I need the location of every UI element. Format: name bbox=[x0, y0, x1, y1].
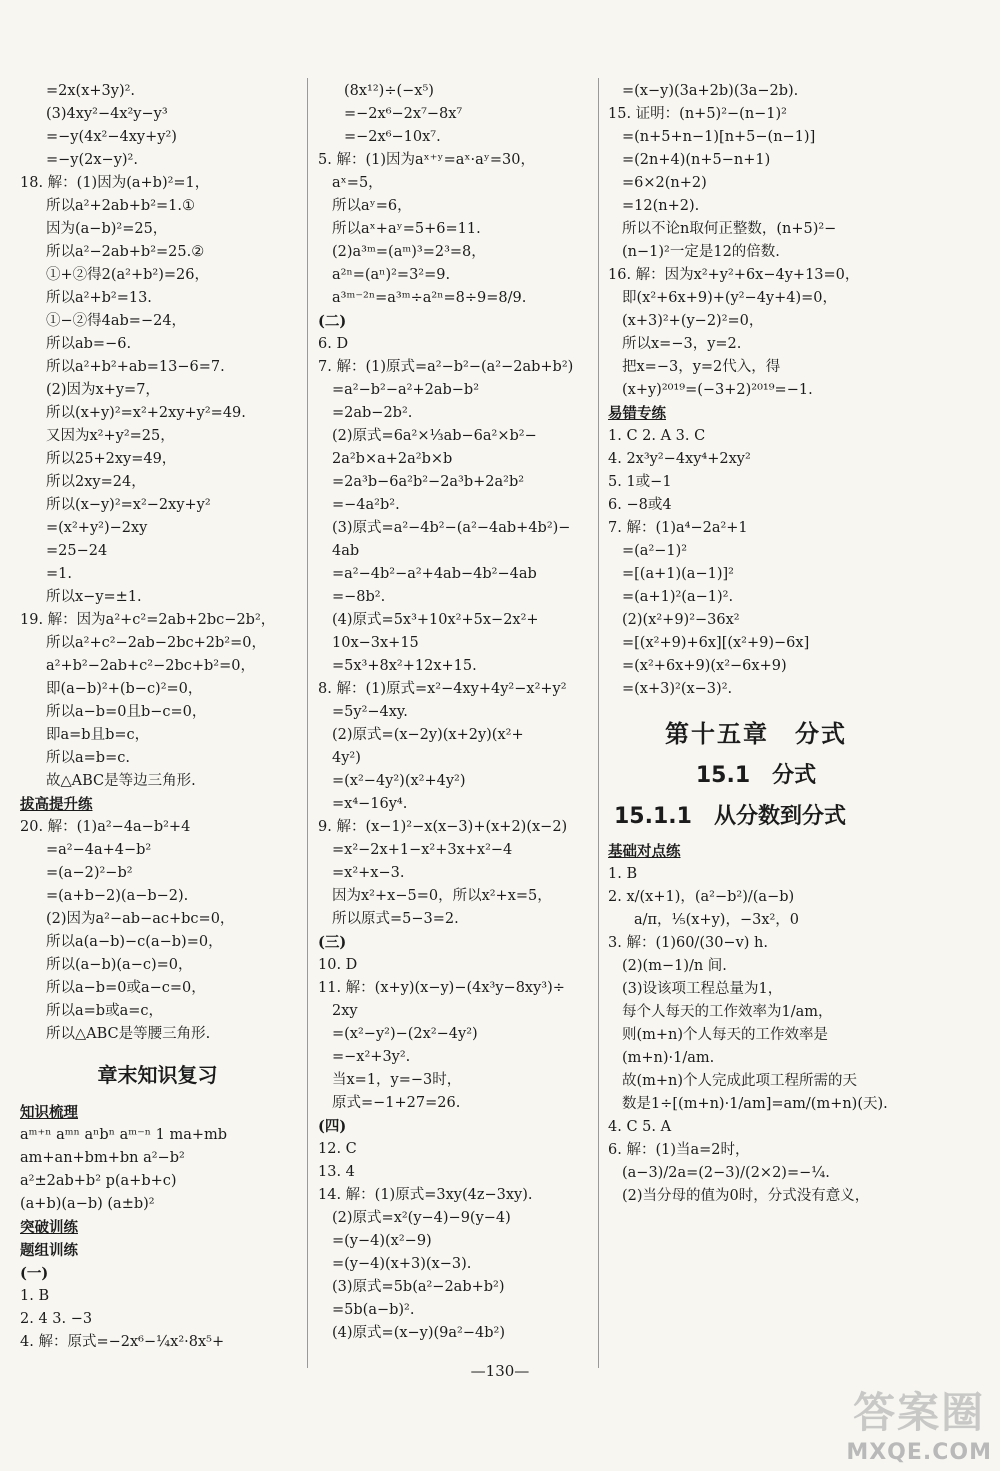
group-label: 题组训练 bbox=[20, 1242, 78, 1259]
answer-line: =5y²−4xy. bbox=[332, 704, 408, 720]
answer-line: 所以x=−3，y=2. bbox=[622, 336, 742, 352]
column-divider-left bbox=[307, 78, 308, 1368]
answer-line: 所以2xy=24， bbox=[46, 474, 146, 490]
answer-line: (2)当分母的值为0时，分式没有意义， bbox=[622, 1188, 870, 1204]
answer-line: =(a+b−2)(a−b−2). bbox=[46, 888, 189, 904]
answer-line: 又因为x²+y²=25， bbox=[46, 428, 175, 444]
answer-line: (2)(x²+9)²−36x² bbox=[622, 612, 740, 628]
answer-line: 16. 解：因为x²+y²+6x−4y+13=0， bbox=[608, 267, 860, 283]
answer-line: (m+n)·1/am. bbox=[622, 1050, 715, 1066]
answer-line: (3)原式=a²−4b²−(a²−4ab+4b²)− bbox=[332, 520, 571, 536]
answer-line: =(a²−1)² bbox=[622, 543, 688, 559]
answer-line: 14. 解：(1)原式=3xy(4z−3xy). bbox=[318, 1187, 533, 1203]
answer-line: 2. 4 3. −3 bbox=[20, 1311, 93, 1327]
answer-line: (2)原式=6a²×⅓ab−6a²×b²− bbox=[332, 428, 537, 444]
section-label: 知识梳理 bbox=[20, 1104, 78, 1121]
answer-line: =(y−4)(x²−9) bbox=[332, 1233, 432, 1249]
answer-line: 即(x²+6x+9)+(y²−4y+4)=0， bbox=[622, 290, 838, 306]
answer-line: a³ᵐ⁻²ⁿ=a³ᵐ÷a²ⁿ=8÷9=8/9. bbox=[332, 290, 527, 306]
answer-line: 所以x−y=±1. bbox=[46, 589, 142, 605]
answer-line: 所以原式=5−3=2. bbox=[332, 911, 459, 927]
answer-line: 5. 解：(1)因为aˣ⁺ʸ=aˣ·aʸ=30， bbox=[318, 152, 535, 168]
answer-line: 所以a²+2ab+b²=1.① bbox=[46, 198, 195, 214]
answer-line: 20. 解：(1)a²−4a−b²+4 bbox=[20, 819, 191, 835]
answer-line: =(a+1)²(a−1)². bbox=[622, 589, 734, 605]
watermark-logo: 答案圈 bbox=[853, 1388, 986, 1437]
group-label: (二) bbox=[318, 313, 347, 330]
answer-line: =−8b². bbox=[332, 589, 386, 605]
answer-line: (3)设该项工程总量为1， bbox=[622, 981, 783, 997]
column-3-top bbox=[608, 80, 904, 701]
answer-line: ①−②得4ab=−24， bbox=[46, 313, 187, 329]
answer-line: =(x²−y²)−(2x²−4y²) bbox=[332, 1026, 478, 1042]
group-label: (四) bbox=[318, 1118, 347, 1135]
answer-line: a²ⁿ=(aⁿ)²=3²=9. bbox=[332, 267, 451, 283]
answer-line: 则(m+n)个人每天的工作效率是 bbox=[622, 1027, 829, 1043]
answer-line: 原式=−1+27=26. bbox=[332, 1095, 461, 1111]
answer-line: =(2n+4)(n+5−n+1) bbox=[622, 152, 771, 168]
review-heading: 章末知识复习 bbox=[97, 1063, 218, 1087]
answer-line: =x²+x−3. bbox=[332, 865, 405, 881]
watermark bbox=[846, 1380, 992, 1465]
chapter-title: 第十五章 分式 bbox=[665, 720, 847, 748]
group-label: (三) bbox=[318, 934, 347, 951]
answer-line: =(y−4)(x+3)(x−3). bbox=[332, 1256, 472, 1272]
answer-line: =6×2(n+2) bbox=[622, 175, 707, 191]
answer-line: 4. 解：原式=−2x⁶−¼x²·8x⁵+ bbox=[20, 1334, 225, 1350]
page-number: —130— bbox=[470, 1362, 530, 1380]
answer-line: a²+b²−2ab+c²−2bc+b²=0， bbox=[46, 658, 255, 674]
answer-line: (8x¹²)÷(−x⁵) bbox=[344, 83, 434, 99]
answer-line: 3. 解：(1)60/(30−v) h. bbox=[608, 935, 768, 951]
answer-line: 所以a=b=c. bbox=[46, 750, 130, 766]
answer-line: 所以(x+y)²=x²+2xy+y²=49. bbox=[46, 405, 246, 421]
answer-line: =a²−4b²−a²+4ab−4b²−4ab bbox=[332, 566, 537, 582]
answer-line: 2xy bbox=[332, 1003, 358, 1019]
answer-line: (2)因为x+y=7， bbox=[46, 382, 160, 398]
answer-line: 把x=−3，y=2代入，得 bbox=[622, 359, 781, 375]
answer-line: 9. 解：(x−1)²−x(x−3)+(x+2)(x−2) bbox=[318, 819, 568, 835]
group-label: (一) bbox=[20, 1265, 49, 1282]
answer-line: (3)4xy²−4x²y−y³ bbox=[46, 106, 168, 122]
answer-line: =−2x⁶−2x⁷−8x⁷ bbox=[344, 106, 463, 122]
answer-line: 6. −8或4 bbox=[608, 497, 672, 513]
answer-line: 每个人每天的工作效率为1/am， bbox=[622, 1004, 833, 1020]
answer-line: 7. 解：(1)a⁴−2a²+1 bbox=[608, 520, 748, 536]
answer-line: 4. C 5. A bbox=[608, 1119, 672, 1135]
answer-line: =(x+3)²(x−3)². bbox=[622, 681, 733, 697]
answer-line: =2x(x+3y)². bbox=[46, 83, 136, 99]
answer-line: 15. 证明：(n+5)²−(n−1)² bbox=[608, 106, 787, 122]
section-label: 基础对点练 bbox=[608, 843, 681, 860]
answer-line: (x+3)²+(y−2)²=0， bbox=[622, 313, 764, 329]
answer-line: 当x=1，y=−3时， bbox=[332, 1072, 462, 1088]
answer-line: 故△ABC是等边三角形. bbox=[46, 773, 196, 789]
answer-line: (2)(m−1)/n 间. bbox=[622, 958, 727, 974]
answer-line: 所以(x−y)²=x²−2xy+y² bbox=[46, 497, 211, 513]
answer-line: 即(a−b)²+(b−c)²=0， bbox=[46, 681, 203, 697]
answer-line: =(x²+y²)−2xy bbox=[46, 520, 148, 536]
answer-line: =−4a²b². bbox=[332, 497, 400, 513]
answer-line: 所以a(a−b)−c(a−b)=0， bbox=[46, 934, 223, 950]
answer-line: (a−3)/2a=(2−3)/(2×2)=−¼. bbox=[622, 1165, 830, 1181]
answer-line: 因为(a−b)²=25， bbox=[46, 221, 168, 237]
answer-line: 4ab bbox=[332, 543, 360, 559]
answer-line: 所以25+2xy=49， bbox=[46, 451, 177, 467]
answer-line: =12(n+2). bbox=[622, 198, 700, 214]
answer-line: =5x³+8x²+12x+15. bbox=[332, 658, 477, 674]
answer-line: am+an+bm+bn a²−b² bbox=[20, 1150, 185, 1166]
answer-line: 6. D bbox=[318, 336, 349, 352]
answer-line: 18. 解：(1)因为(a+b)²=1， bbox=[20, 175, 210, 191]
answer-line: 2. x/(x+1)，(a²−b²)/(a−b) bbox=[608, 889, 795, 905]
answer-line: aˣ=5， bbox=[332, 175, 383, 191]
answer-line: =(n+5+n−1)[n+5−(n−1)] bbox=[622, 129, 816, 145]
answer-line: 11. 解：(x+y)(x−y)−(4x³y−8xy³)÷ bbox=[318, 980, 565, 996]
answer-line: a²±2ab+b² p(a+b+c) bbox=[20, 1173, 177, 1189]
answer-line: 2a²b×a+2a²b×b bbox=[332, 451, 453, 467]
answer-line: 故(m+n)个人完成此项工程所需的天 bbox=[622, 1073, 858, 1089]
answer-line: 所以(a−b)(a−c)=0， bbox=[46, 957, 193, 973]
answer-line: 所以a²+b²+ab=13−6=7. bbox=[46, 359, 225, 375]
answer-line: 所以a²+b²=13. bbox=[46, 290, 152, 306]
answer-line: 所以a−b=0或a−c=0， bbox=[46, 980, 206, 996]
answer-line: =(x²−4y²)(x²+4y²) bbox=[332, 773, 466, 789]
column-1 bbox=[20, 80, 295, 1354]
answer-line: =2ab−2b². bbox=[332, 405, 413, 421]
answer-line: 1. B bbox=[20, 1288, 50, 1304]
answer-line: 所以不论n取何正整数，(n+5)²− bbox=[622, 221, 837, 237]
answer-line: =a²−b²−a²+2ab−b² bbox=[332, 382, 480, 398]
answer-line: =(a−2)²−b² bbox=[46, 865, 133, 881]
answer-line: (n−1)²一定是12的倍数. bbox=[622, 244, 780, 260]
column-3-bottom bbox=[608, 840, 904, 1208]
answer-line: (4)原式=5x³+10x²+5x−2x²+ bbox=[332, 612, 539, 628]
answer-line: 所以a²−2ab+b²=25.② bbox=[46, 244, 205, 260]
answer-line: 即a=b且b=c， bbox=[46, 727, 150, 743]
answer-line: =(x−y)(3a+2b)(3a−2b). bbox=[622, 83, 799, 99]
answer-line: 所以a=b或a=c， bbox=[46, 1003, 163, 1019]
answer-line: 1. B bbox=[608, 866, 638, 882]
answer-line: 所以a−b=0且b−c=0， bbox=[46, 704, 207, 720]
answer-line: =[(x²+9)+6x][(x²+9)−6x] bbox=[622, 635, 810, 651]
section-title: 15.1 分式 bbox=[695, 763, 817, 788]
answer-line: 8. 解：(1)原式=x²−4xy+4y²−x²+y² bbox=[318, 681, 567, 697]
answer-line: 所以a²+c²−2ab−2bc+2b²=0， bbox=[46, 635, 266, 651]
answer-line: 数是1÷[(m+n)·1/am]=am/(m+n)(天). bbox=[622, 1096, 888, 1112]
answer-line: =x⁴−16y⁴. bbox=[332, 796, 408, 812]
answer-line: 6. 解：(1)当a=2时， bbox=[608, 1142, 750, 1158]
answer-line: =[(a+1)(a−1)]² bbox=[622, 566, 734, 582]
answer-line: (2)a³ᵐ=(aᵐ)³=2³=8， bbox=[332, 244, 486, 260]
answer-line: =2a³b−6a²b²−2a³b+2a²b² bbox=[332, 474, 525, 490]
answer-line: 12. C bbox=[318, 1141, 357, 1157]
section-label: 突破训练 bbox=[20, 1219, 78, 1236]
answer-line: 13. 4 bbox=[318, 1164, 355, 1180]
column-2 bbox=[318, 80, 596, 1345]
section-label: 拔高提升练 bbox=[20, 796, 93, 813]
answer-line: 所以△ABC是等腰三角形. bbox=[46, 1026, 211, 1042]
answer-line: (2)原式=(x−2y)(x+2y)(x²+ bbox=[332, 727, 524, 743]
answer-line: 因为x²+x−5=0，所以x²+x=5， bbox=[332, 888, 552, 904]
answer-line: (x+y)²⁰¹⁹=(−3+2)²⁰¹⁹=−1. bbox=[622, 382, 813, 398]
answer-line: =25−24 bbox=[46, 543, 108, 559]
answer-line: a/π，⅕(x+y)，−3x²，0 bbox=[634, 912, 800, 928]
answer-line: 4y²) bbox=[332, 750, 361, 766]
watermark-url: MXQE.COM bbox=[846, 1440, 992, 1465]
answer-line: 7. 解：(1)原式=a²−b²−(a²−2ab+b²) bbox=[318, 359, 574, 375]
answer-line: 10x−3x+15 bbox=[332, 635, 419, 651]
answer-line: 5. 1或−1 bbox=[608, 474, 672, 490]
answer-line: 所以aˣ+aʸ=5+6=11. bbox=[332, 221, 481, 237]
answer-line: 所以ab=−6. bbox=[46, 336, 132, 352]
answer-line: 4. 2x³y²−4xy⁴+2xy² bbox=[608, 451, 751, 467]
answer-line: (4)原式=(x−y)(9a²−4b²) bbox=[332, 1325, 505, 1341]
answer-line: 10. D bbox=[318, 957, 358, 973]
section-label: 易错专练 bbox=[608, 405, 666, 422]
answer-line: =−y(2x−y)². bbox=[46, 152, 138, 168]
answer-line: =−2x⁶−10x⁷. bbox=[344, 129, 441, 145]
answer-line: =1. bbox=[46, 566, 72, 582]
answer-line: =−x²+3y². bbox=[332, 1049, 411, 1065]
answer-line: (a+b)(a−b) (a±b)² bbox=[20, 1196, 155, 1212]
answer-line: =−y(4x²−4xy+y²) bbox=[46, 129, 177, 145]
answer-line: (2)原式=x²(y−4)−9(y−4) bbox=[332, 1210, 511, 1226]
answer-line: =x²−2x+1−x²+3x+x²−4 bbox=[332, 842, 513, 858]
answer-line: =(x²+6x+9)(x²−6x+9) bbox=[622, 658, 787, 674]
answer-line: 所以aʸ=6， bbox=[332, 198, 412, 214]
answer-line: 1. C 2. A 3. C bbox=[608, 428, 706, 444]
column-divider-right bbox=[598, 78, 599, 1368]
answer-line: (3)原式=5b(a²−2ab+b²) bbox=[332, 1279, 505, 1295]
answer-line: (2)因为a²−ab−ac+bc=0， bbox=[46, 911, 235, 927]
answer-line: =5b(a−b)². bbox=[332, 1302, 415, 1318]
answer-line: ①+②得2(a²+b²)=26， bbox=[46, 267, 209, 283]
answer-line: 19. 解：因为a²+c²=2ab+2bc−2b²， bbox=[20, 612, 276, 628]
subsection-title: 15.1.1 从分数到分式 bbox=[614, 804, 846, 829]
answer-line: aᵐ⁺ⁿ aᵐⁿ aⁿbⁿ aᵐ⁻ⁿ 1 ma+mb bbox=[20, 1127, 228, 1143]
answer-line: =a²−4a+4−b² bbox=[46, 842, 152, 858]
column-3 bbox=[608, 80, 904, 1208]
